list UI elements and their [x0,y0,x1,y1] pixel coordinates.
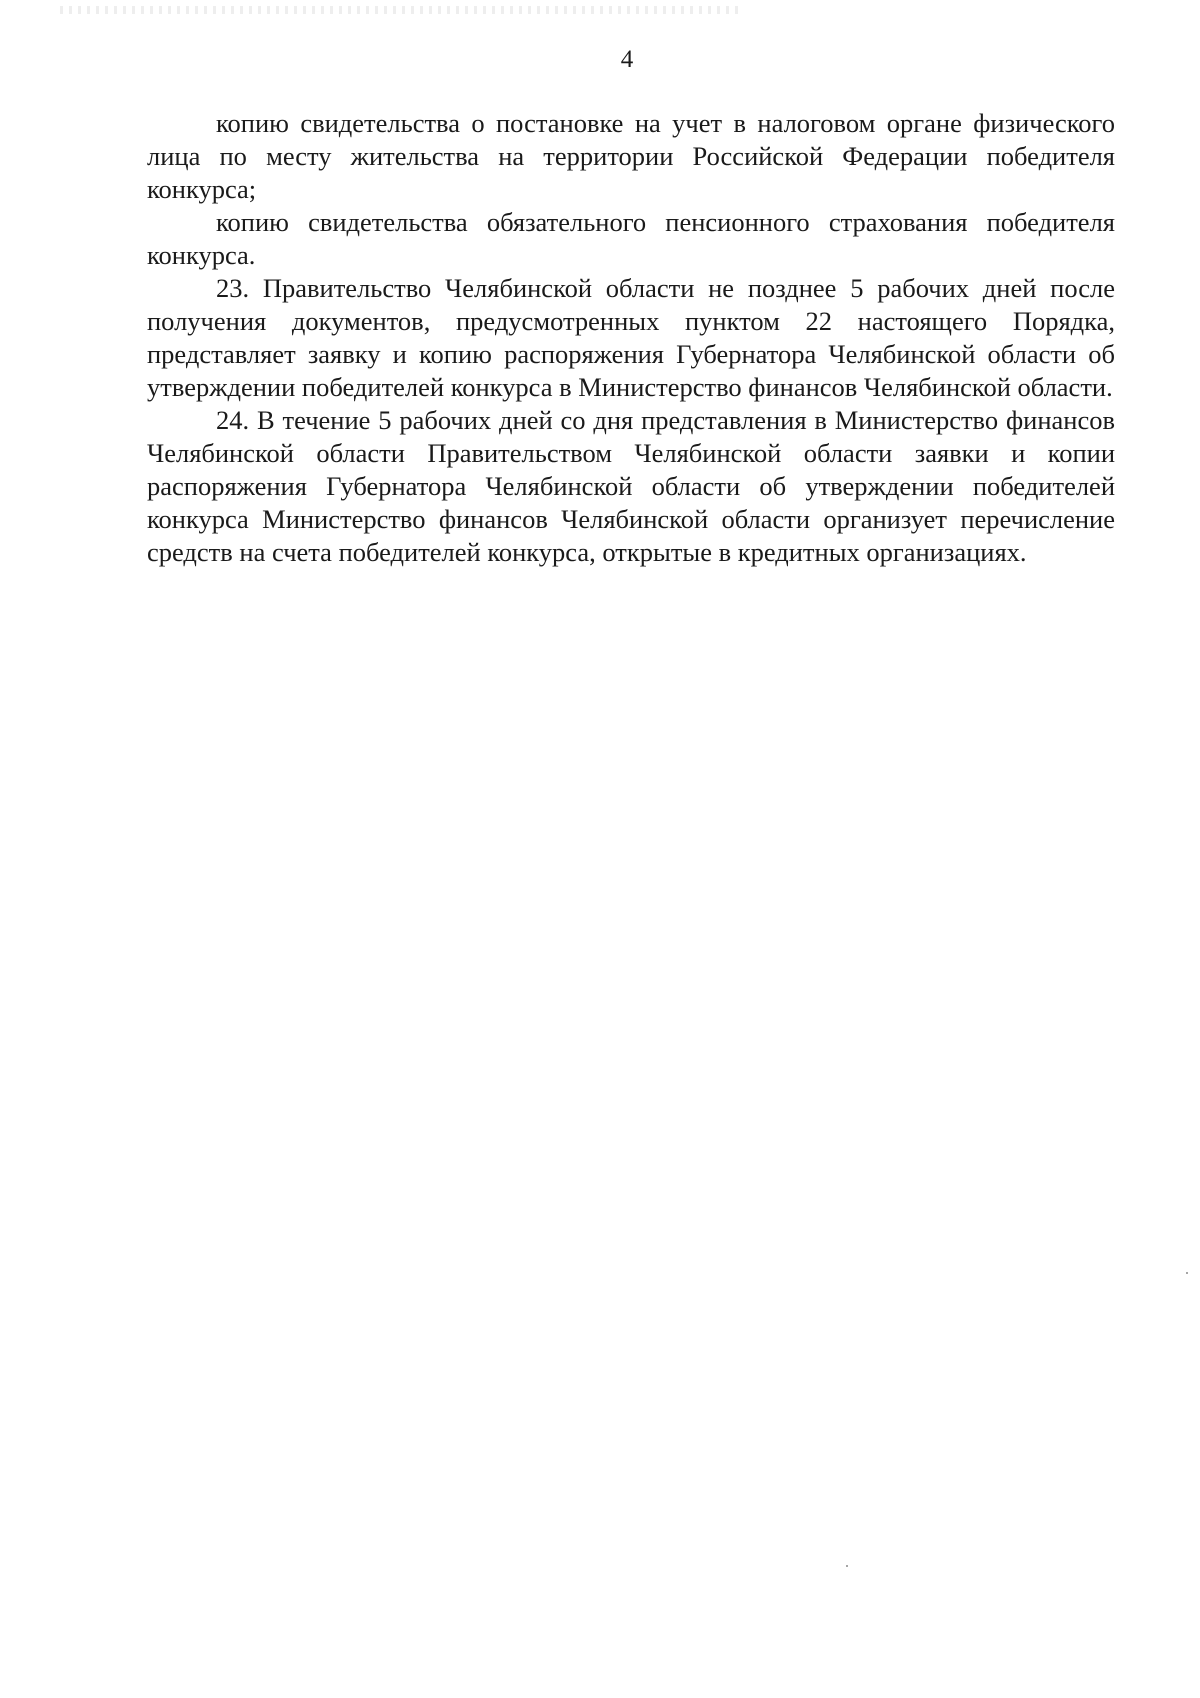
page-number: 4 [620,46,634,73]
document-body [147,107,1115,569]
scan-speck [1186,1272,1188,1274]
paragraph-item-23: 23. Правительство Челябинской области не позднее 5 рабочих дней после получения документов, предусмотренных пунктом 22 настоящего Порядка, представляет заявку и копию распоряжения Губернатора Челябинской области об утверждении победителей конкурса в Министерство финансов Челябинской области. [147,273,1115,402]
scan-artifact [60,6,740,14]
scan-speck [846,1565,848,1567]
paragraph-pension-certificate: копию свидетельства обязательного пенсионного страхования победителя конкурса. [147,207,1115,270]
paragraph-item-24: 24. В течение 5 рабочих дней со дня представления в Министерство финансов Челябинской области Правительством Челябинской области заявки и копии распоряжения Губернатора Челябинской области об утверждении победителей конкурса Министерство финансов Челябинской области организует перечисление средств на счета победителей конкурса, открытые в кредитных организациях. [147,405,1115,567]
paragraph-tax-certificate: копию свидетельства о постановке на учет в налоговом органе физического лица по месту жительства на территории Российской Федерации победителя конкурса; [147,108,1115,204]
